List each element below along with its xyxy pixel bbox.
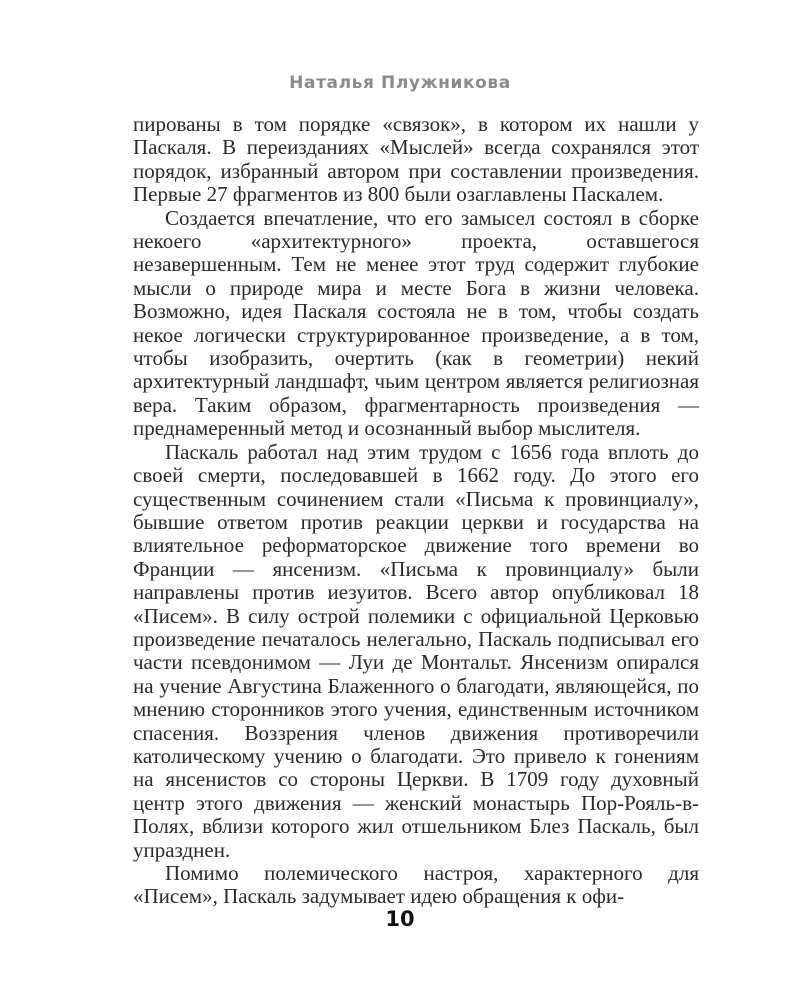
body-text bbox=[133, 113, 699, 909]
paragraph: Помимо полемического настроя, характерного для «Писем», Паскаль задумывает идею обращения к офи- bbox=[133, 861, 699, 909]
paragraph: Создается впечатление, что его замысел состоял в сборке некоего «архитектурного» проекта, оставшегося незавершенным. Тем не менее этот труд содержит глубокие мысли о природе мира и месте Бога в жизни человека. Возможно, идея Паскаля состояла не в том, чтобы создать некое логически структурированное произведение, а в том, чтобы изобразить, очертить (как в геометрии) некий архитектурный ландшафт, чьим центром является религиозная вера. Таким образом, фрагментарность произведения — преднамеренный метод и осознанный выбор мыслителя. bbox=[133, 205, 699, 441]
paragraph: пированы в том порядке «связок», в котором их нашли у Паскаля. В переизданиях «Мыслей» всегда сохранялся этот порядок, избранный автором при составлении произведения. Первые 27 фрагментов из 800 были озаглавлены Паскалем. bbox=[133, 112, 699, 207]
page-number: 10 bbox=[385, 907, 415, 931]
paragraph: Паскаль работал над этим трудом с 1656 года вплоть до своей смерти, последовавшей в 1662 году. До этого его существенным сочинением стали «Письма к провинциалу», бывшие ответом против реакции церкви и государства на влиятельное реформаторское движение того времени во Франции — янсенизм. «Письма к провинциалу» были направлены против иезуитов. Всего автор опубликовал 18 «Писем». В силу острой полемики с официальной Церковью произведение печаталось нелегально, Паскаль подписывал его части псевдонимом — Луи де Монтальт. Янсенизм опирался на учение Августина Блаженного о благодати, являющейся, по мнению сторонников этого учения, единственным источником спасения. Воззрения членов движения противоречили католическому учению о благодати. Это привело к гонениям на янсенистов со стороны Церкви. В 1709 году духовный центр этого движения — женский монастырь Пор-Рояль-в-Полях, вблизи которого жил отшельником Блез Паскаль, был упразднен. bbox=[133, 439, 699, 862]
running-header: Наталья Плужникова bbox=[289, 73, 511, 93]
